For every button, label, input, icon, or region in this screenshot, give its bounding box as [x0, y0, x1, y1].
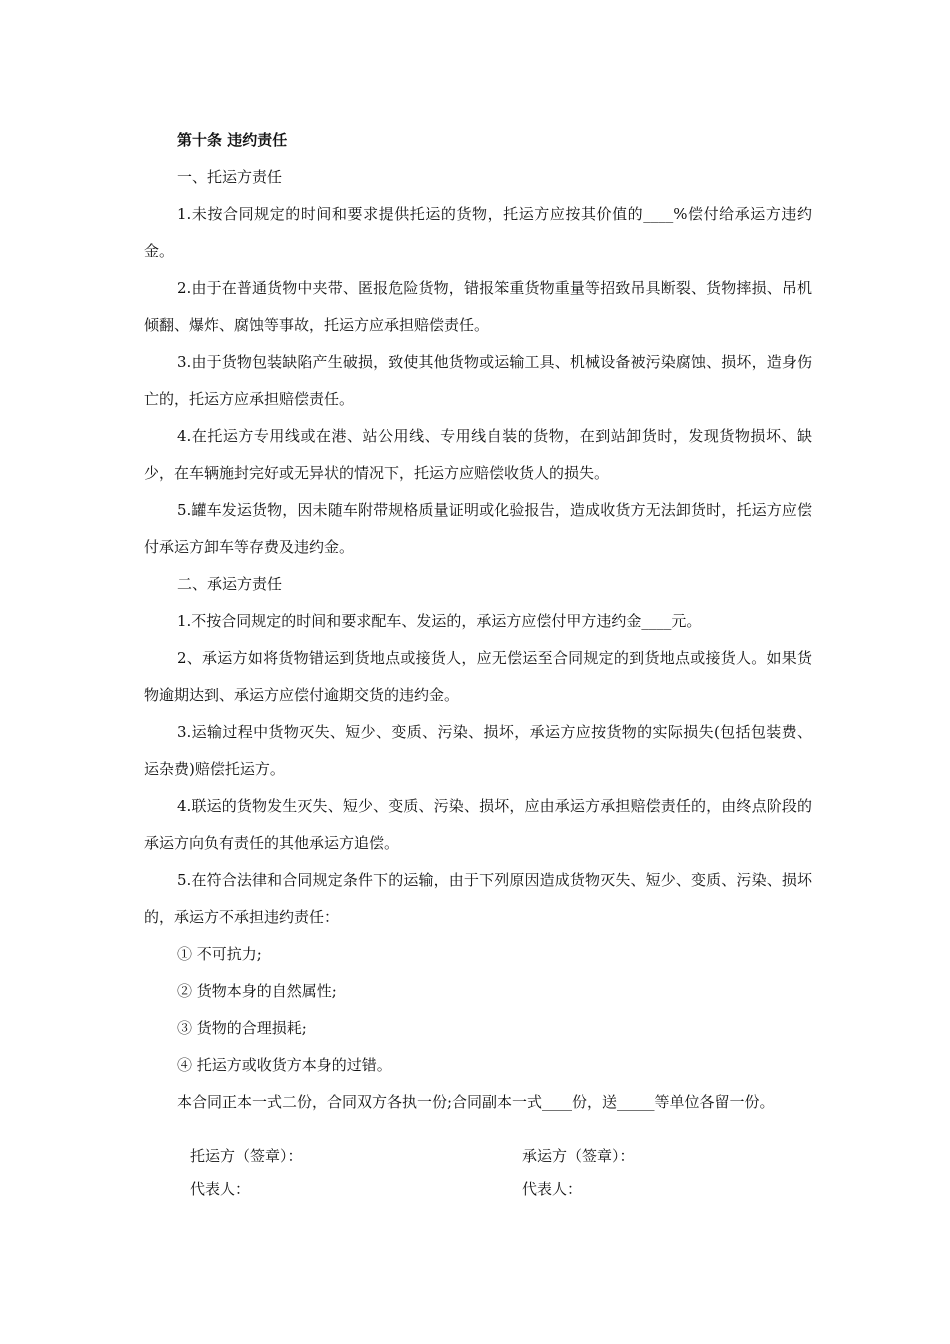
article-title: 第十条 违约责任	[177, 131, 288, 149]
shipper-seal-label: 托运方（签章）：	[190, 1147, 303, 1165]
exemption-item-1: ① 不可抗力;	[177, 945, 262, 963]
shipper-clause-2: 2.由于在普通货物中夹带、匿报危险货物，错报笨重货物重量等招致吊具断裂、货物摔损、吊机倾翻、爆炸、腐蚀等事故，托运方应承担赔偿责任。	[144, 279, 812, 334]
copies-clause: 本合同正本一式二份，合同双方各执一份;合同副本一式____份，送_____等单位各留一份。	[177, 1093, 775, 1111]
exemption-item-4: ④ 托运方或收货方本身的过错。	[177, 1056, 392, 1074]
shipper-clause-3: 3.由于货物包装缺陷产生破损，致使其他货物或运输工具、机械设备被污染腐蚀、损坏，造身伤亡的，托运方应承担赔偿责任。	[144, 353, 812, 408]
shipper-clause-4: 4.在托运方专用线或在港、站公用线、专用线自装的货物，在到站卸货时，发现货物损坏、缺少，在车辆施封完好或无异状的情况下，托运方应赔偿收货人的损失。	[144, 427, 812, 482]
section-carrier-title: 二、承运方责任	[177, 575, 283, 593]
signature-rep-row	[144, 1173, 812, 1206]
carrier-clause-5: 5.在符合法律和合同规定条件下的运输，由于下列原因造成货物灭失、短少、变质、污染、损坏的，承运方不承担违约责任：	[144, 871, 812, 926]
signature-seal-row	[144, 1140, 812, 1173]
exemption-item-3: ③ 货物的合理损耗;	[177, 1019, 307, 1037]
section-shipper-title: 一、托运方责任	[177, 168, 283, 186]
carrier-clause-4: 4.联运的货物发生灭失、短少、变质、污染、损坏，应由承运方承担赔偿责任的，由终点阶段的承运方向负有责任的其他承运方追偿。	[144, 797, 812, 852]
carrier-clause-1: 1.不按合同规定的时间和要求配车、发运的，承运方应偿付甲方违约金____元。	[177, 612, 702, 630]
shipper-clause-5: 5.罐车发运货物，因未随车附带规格质量证明或化验报告，造成收货方无法卸货时，托运方应偿付承运方卸车等存费及违约金。	[144, 501, 812, 556]
shipper-clause-1: 1.未按合同规定的时间和要求提供托运的货物，托运方应按其价值的____%偿付给承运方违约金。	[144, 205, 812, 260]
carrier-seal-label: 承运方（签章）：	[522, 1147, 635, 1165]
carrier-clause-2: 2、承运方如将货物错运到货地点或接货人，应无偿运至合同规定的到货地点或接货人。如果货物逾期达到、承运方应偿付逾期交货的违约金。	[144, 649, 812, 704]
shipper-rep-label: 代表人：	[190, 1180, 251, 1198]
contract-body	[144, 122, 812, 1121]
carrier-clause-3: 3.运输过程中货物灭失、短少、变质、污染、损坏，承运方应按货物的实际损失(包括包装费、运杂费)赔偿托运方。	[144, 723, 812, 778]
carrier-rep-label: 代表人：	[522, 1180, 583, 1198]
exemption-item-2: ② 货物本身的自然属性;	[177, 982, 337, 1000]
signature-block	[144, 1140, 812, 1206]
